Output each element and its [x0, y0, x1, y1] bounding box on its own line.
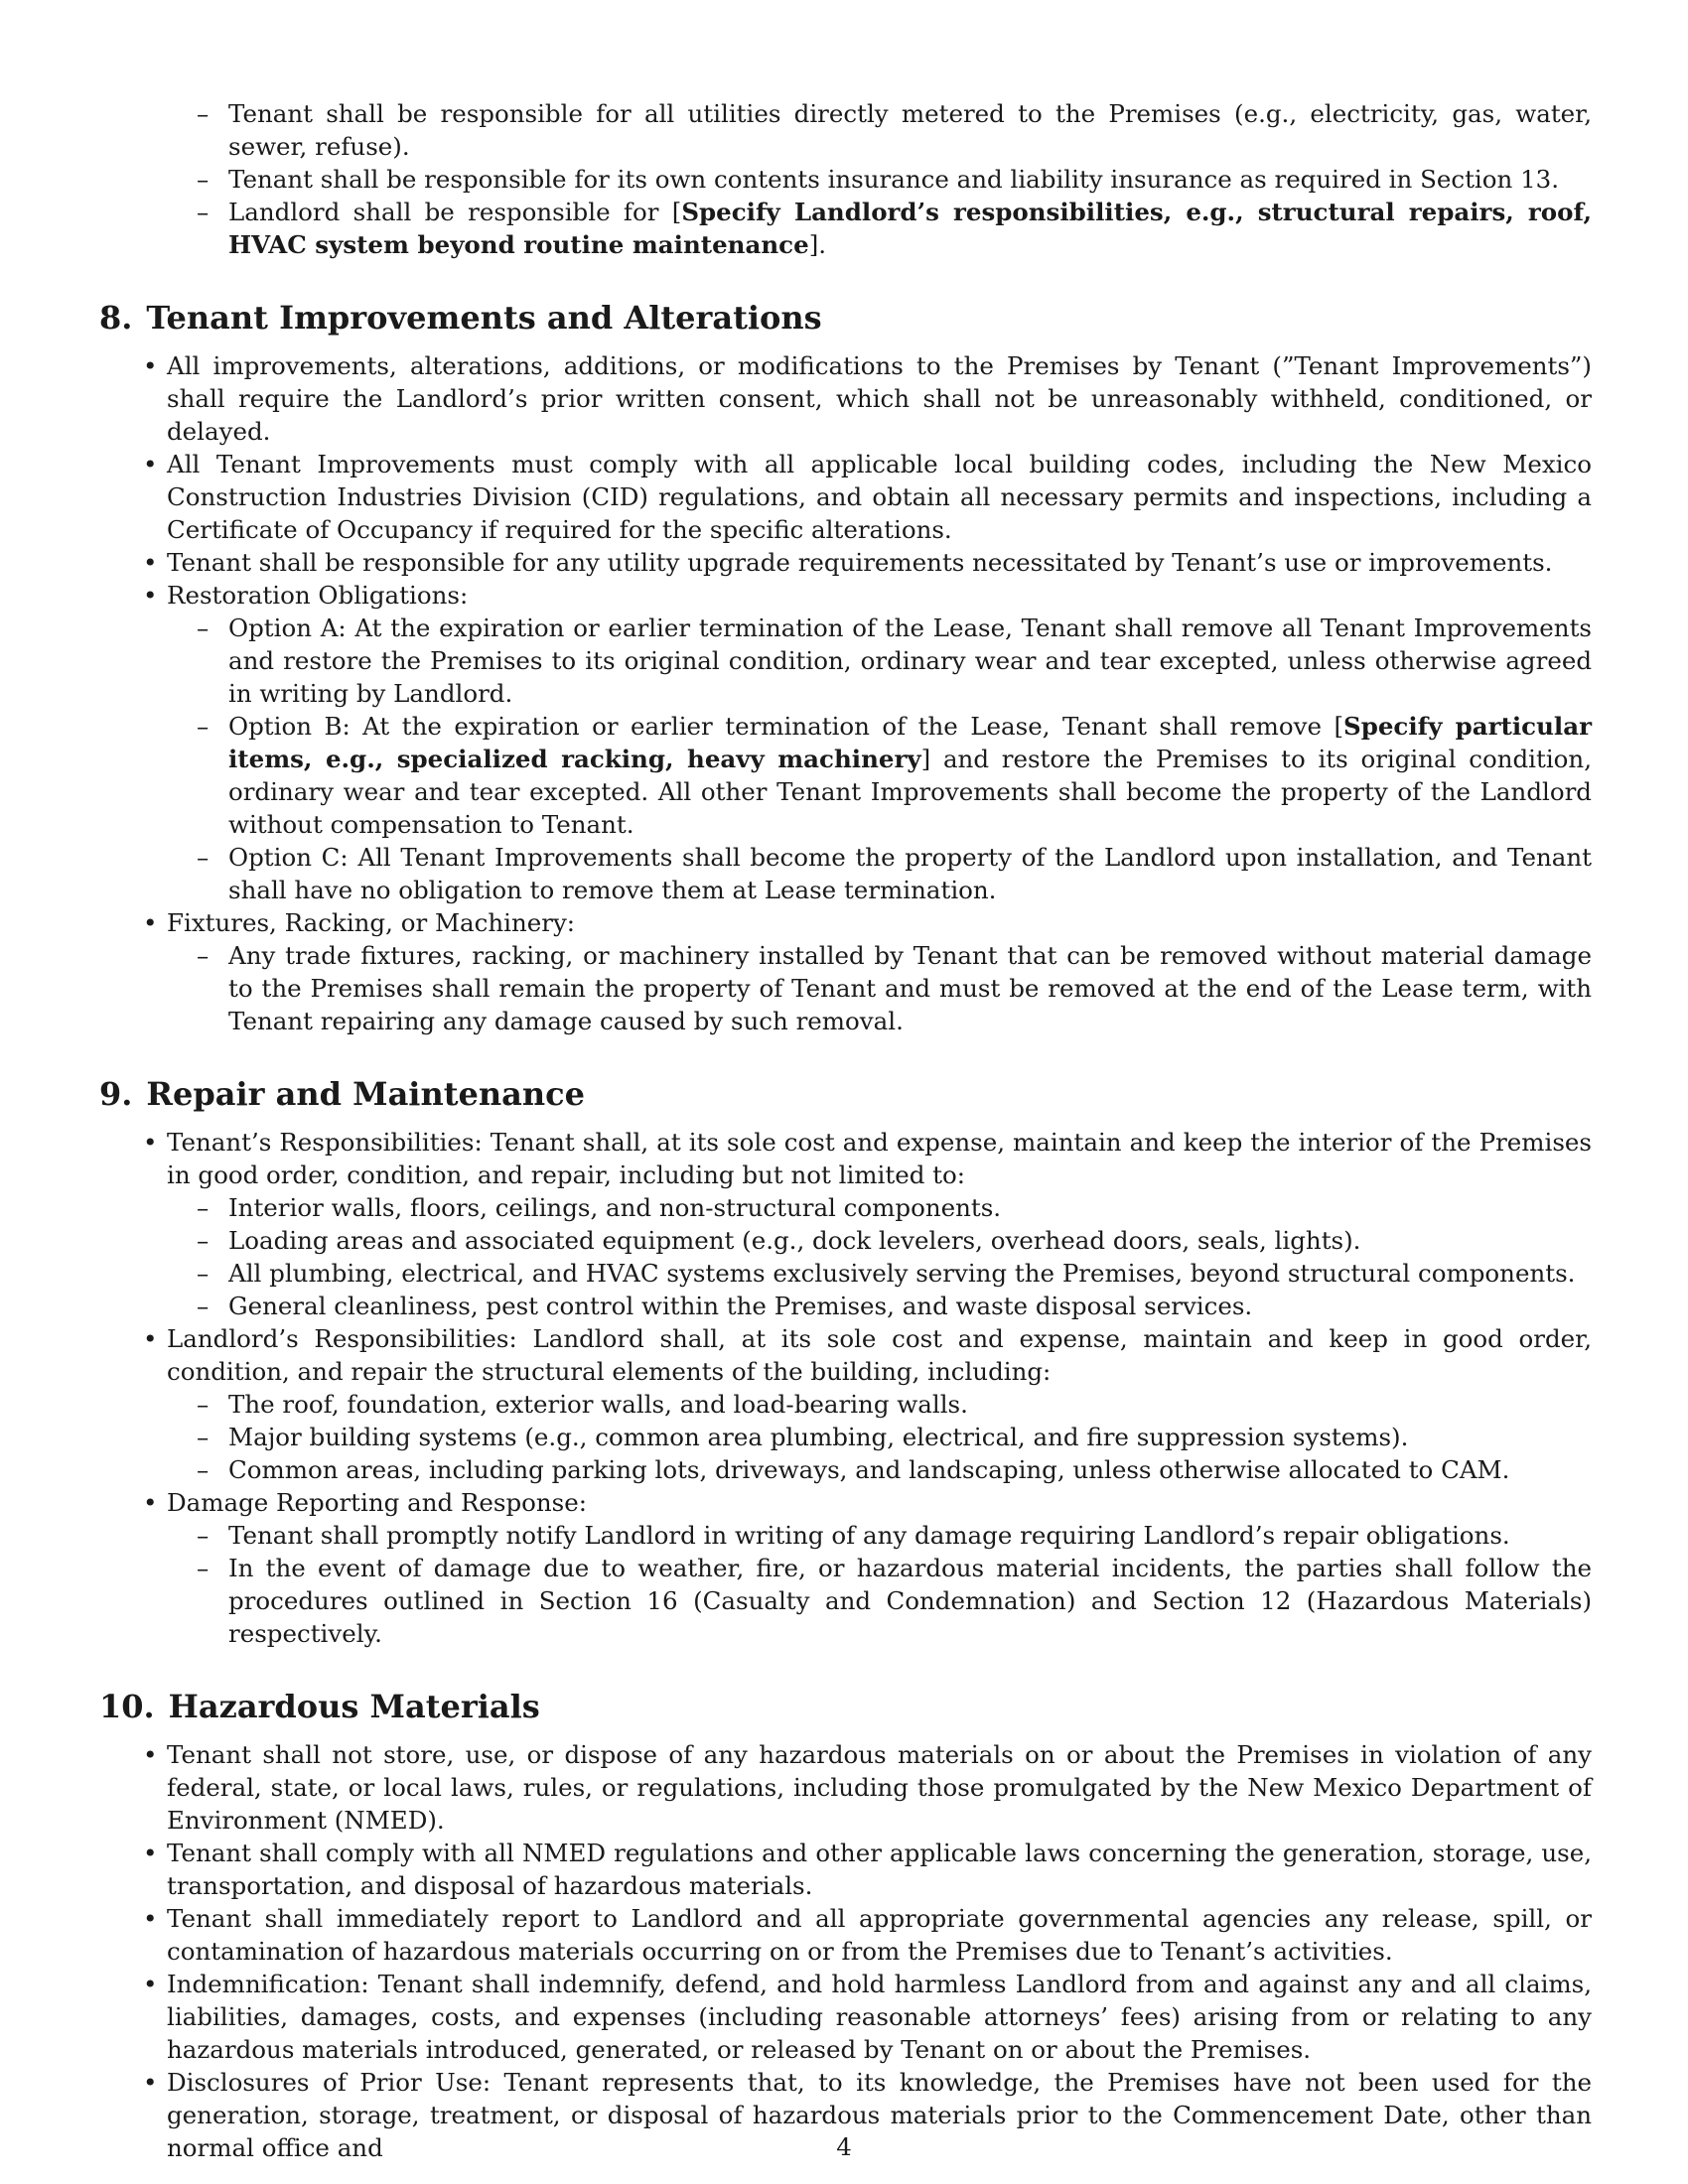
list-item: – Loading areas and associated equipment (e.g., dock levelers, overhead doors, seals, lights). — [99, 1224, 1592, 1257]
list-item: – The roof, foundation, exterior walls, and load-bearing walls. — [99, 1388, 1592, 1421]
list-item: – Interior walls, floors, ceilings, and non-structural components. — [99, 1191, 1592, 1224]
option-b — [99, 710, 1592, 841]
section-number: 9. — [99, 1075, 133, 1113]
intro-list — [99, 97, 1592, 261]
list-item: • Tenant shall be responsible for any utility upgrade requirements necessitated by Tenant’s use or improvements. — [99, 546, 1592, 579]
section-title: Repair and Maintenance — [146, 1075, 585, 1113]
option-a: – Option A: At the expiration or earlier termination of the Lease, Tenant shall remove all Tenant Improvements and restore the Premises to its original condition, ordinary wear and tear excepted, unless otherwise agreed in writing by Landlord. — [99, 612, 1592, 710]
list-item: – Tenant shall be responsible for its own contents insurance and liability insurance as required in Section 13. — [99, 163, 1592, 196]
list-item: • Damage Reporting and Response: — [99, 1486, 1592, 1519]
section-9-list — [99, 1126, 1592, 1650]
list-item: • Tenant shall immediately report to Landlord and all appropriate governmental agencies any release, spill, or contamination of hazardous materials occurring on or from the Premises due to Tenant’s activities. — [99, 1902, 1592, 1968]
landlord-suffix: ]. — [808, 230, 827, 259]
page-number: 4 — [836, 2132, 852, 2161]
list-item: • All Tenant Improvements must comply with all applicable local building codes, including the New Mexico Construction Industries Division (CID) regulations, and obtain all necessary permits and inspections, including a Certificate of Occupancy if required for the specific alterations. — [99, 448, 1592, 546]
list-item: • Tenant’s Responsibilities: Tenant shall, at its sole cost and expense, maintain and keep the interior of the Premises in good order, condition, and repair, including but not limited to: — [99, 1126, 1592, 1191]
section-10-list — [99, 1738, 1592, 2164]
list-item: • Tenant shall not store, use, or dispose of any hazardous materials on or about the Premises in violation of any federal, state, or local laws, rules, or regulations, including those promulgated by the New Mexico Department of Environment (NMED). — [99, 1738, 1592, 1837]
list-item: – Common areas, including parking lots, driveways, and landscaping, unless otherwise allocated to CAM. — [99, 1453, 1592, 1486]
list-item: – Any trade fixtures, racking, or machinery installed by Tenant that can be removed without material damage to the Premises shall remain the property of Tenant and must be removed at the end of the Lease term, with Tenant repairing any damage caused by such removal. — [99, 939, 1592, 1037]
list-item: • Tenant shall comply with all NMED regulations and other applicable laws concerning the generation, storage, use, transportation, and disposal of hazardous materials. — [99, 1837, 1592, 1902]
section-8-list — [99, 349, 1592, 1037]
option-b-placeholder: Specify particular items, e.g., specialized racking, heavy machinery — [228, 712, 1592, 773]
section-number: 8. — [99, 299, 133, 337]
document-page — [99, 97, 1592, 2164]
option-b-prefix: Option B: At the expiration or earlier termination of the Lease, Tenant shall remove [ — [228, 712, 1344, 741]
section-number: 10. — [99, 1688, 155, 1725]
section-title: Hazardous Materials — [168, 1688, 540, 1725]
landlord-prefix: Landlord shall be responsible for [ — [228, 198, 682, 226]
list-item — [99, 196, 1592, 261]
list-item: – All plumbing, electrical, and HVAC systems exclusively serving the Premises, beyond structural components. — [99, 1257, 1592, 1290]
list-item: • Landlord’s Responsibilities: Landlord shall, at its sole cost and expense, maintain and keep in good order, condition, and repair the structural elements of the building, including: — [99, 1322, 1592, 1388]
list-item: • Fixtures, Racking, or Machinery: — [99, 906, 1592, 939]
list-item: • Restoration Obligations: — [99, 579, 1592, 612]
list-item: – Major building systems (e.g., common area plumbing, electrical, and fire suppression systems). — [99, 1421, 1592, 1453]
option-c: – Option C: All Tenant Improvements shall become the property of the Landlord upon installation, and Tenant shall have no obligation to remove them at Lease termination. — [99, 841, 1592, 906]
list-item: • Disclosures of Prior Use: Tenant represents that, to its knowledge, the Premises have not been used for the generation, storage, treatment, or disposal of hazardous materials prior to the Commencement Date, other than normal office and — [99, 2066, 1592, 2164]
landlord-placeholder: Specify Landlord’s responsibilities, e.g., structural repairs, roof, HVAC system beyond routine maintenance — [228, 198, 1592, 259]
list-item: – Tenant shall be responsible for all utilities directly metered to the Premises (e.g., electricity, gas, water, sewer, refuse). — [99, 97, 1592, 163]
list-item: – General cleanliness, pest control within the Premises, and waste disposal services. — [99, 1290, 1592, 1322]
list-item: – Tenant shall promptly notify Landlord in writing of any damage requiring Landlord’s repair obligations. — [99, 1519, 1592, 1552]
option-b-suffix: ] and restore the Premises to its original condition, ordinary wear and tear excepted. All other Tenant Improvements shall become the property of the Landlord without compensation to Tenant. — [228, 745, 1592, 839]
section-9-heading — [99, 1074, 1592, 1114]
section-title: Tenant Improvements and Alterations — [146, 299, 822, 337]
list-item: – In the event of damage due to weather, fire, or hazardous material incidents, the parties shall follow the procedures outlined in Section 16 (Casualty and Condemnation) and Section 12 (Hazardous Materials) respectively. — [99, 1552, 1592, 1650]
section-8-heading — [99, 298, 1592, 338]
section-10-heading — [99, 1687, 1592, 1726]
list-item: • All improvements, alterations, additions, or modifications to the Premises by Tenant (”Tenant Improvements”) shall require the Landlord’s prior written consent, which shall not be unreasonably withheld, conditioned, or delayed. — [99, 349, 1592, 448]
list-item: • Indemnification: Tenant shall indemnify, defend, and hold harmless Landlord from and against any and all claims, liabilities, damages, costs, and expenses (including reasonable attorneys’ fees) arising from or relating to any hazardous materials introduced, generated, or released by Tenant on or about the Premises. — [99, 1968, 1592, 2066]
